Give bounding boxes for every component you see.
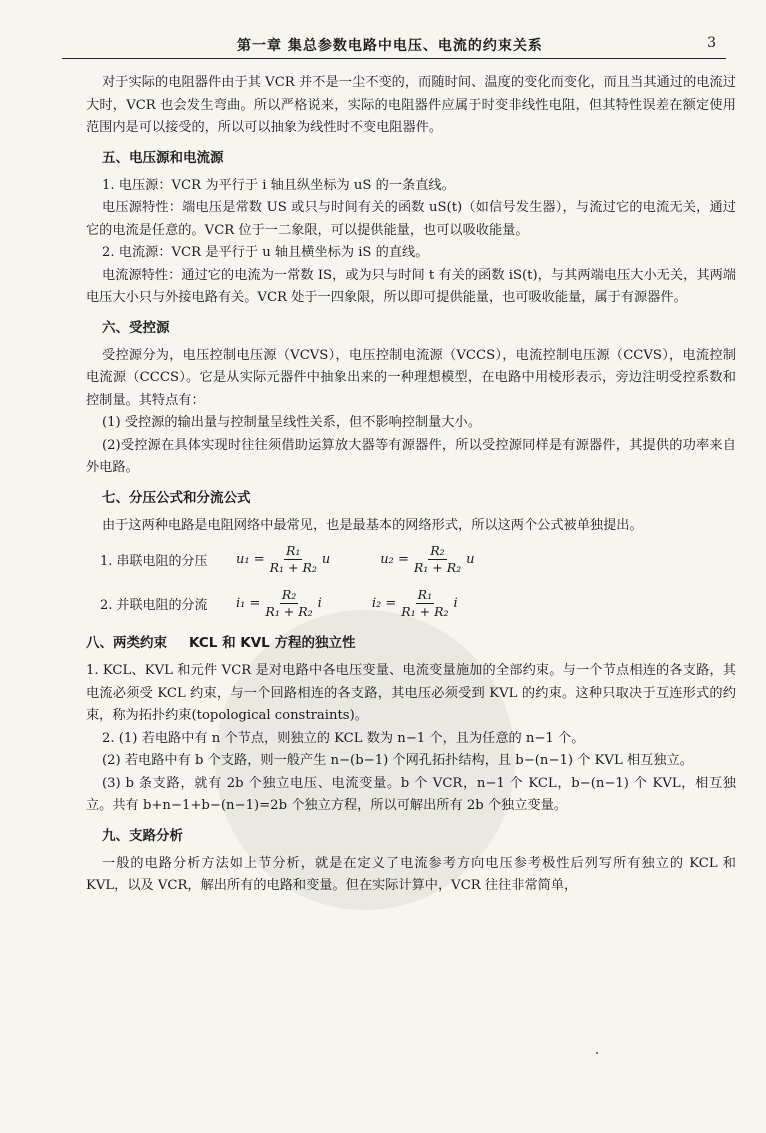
section-heading-part: KCL 和 KVL 方程的独立性: [189, 635, 356, 651]
formula-i2: [372, 587, 458, 620]
numerator: R₂: [430, 542, 445, 558]
section-heading: 六、受控源: [102, 319, 170, 336]
formula-lhs: i₂ =: [371, 595, 397, 611]
paragraph: 1. KCL、KVL 和元件 VCR 是对电路中各电压变量、电流变量施加的全部约束。与一个节点相连的各支路，其电流必须受 KCL 约束，与一个回路相连的各支路，其电压必须受到 KVL 的约束。这种只取决于互连形式的约束，称为拓扑约束(topological constraints)。: [86, 663, 736, 723]
speck: [596, 1052, 598, 1054]
paragraph: 2. 电流源：VCR 是平行于 u 轴且横坐标为 iS 的直线。: [102, 245, 429, 260]
paragraph: 电压源特性：端电压是常数 US 或只与时间有关的函数 uS(t)（如信号发生器），与流过它的电流无关，通过它的电流是任意的。VCR 位于一二象限，可以提供能量，也可以吸收能量。: [86, 200, 736, 238]
paragraph: 由于这两种电路是电阻网络中最常见，也是最基本的网络形式，所以这两个公式被单独提出。: [102, 517, 643, 533]
numerator: R₁: [417, 586, 433, 602]
paragraph: 对于实际的电阻器件由于其 VCR 并不是一尘不变的，而随时间、温度的变化而变化，而且当其通过的电流过大时，VCR 也会发生弯曲。所以严格说来，实际的电阻器件应属于时变非线性电阻，但其特性误差在额定使用范围内是可以接受的，所以可以抽象为线性时不变电阻器件。: [86, 75, 736, 135]
denominator: R₁ + R₂: [265, 603, 313, 619]
voltage-divider-formulas: [100, 537, 736, 581]
paragraph: 2. (1) 若电路中有 n 个节点，则独立的 KCL 数为 n−1 个，且为任意的 n−1 个。: [102, 730, 585, 746]
numerator: R₂: [281, 586, 297, 602]
page-number: 3: [707, 35, 716, 51]
section-heading: 五、电压源和电流源: [102, 149, 224, 166]
formula-tail: i: [453, 595, 458, 611]
section-heading: 九、支路分析: [102, 827, 183, 844]
paragraph: (2) 若电路中有 b 个支路，则一般产生 n−(b−1) 个网孔拓扑结构，且 b−(n−1) 个 KVL 相互独立。: [102, 753, 693, 768]
paragraph: 受控源分为，电压控制电压源（VCVS），电压控制电流源（VCCS），电流控制电压源（CCVS），电流控制电流源（CCCS）。它是从实际元器件中抽象出来的一种理想模型，在电路中用棱形表示，旁边注明受控系数和控制量。其特点有：: [86, 347, 736, 408]
section-heading-part: 八、两类约束: [86, 635, 167, 651]
fraction: [399, 587, 450, 620]
section-heading: [86, 632, 736, 654]
formula-tail: u: [466, 551, 475, 567]
formula-label: 2. 并联电阻的分流: [100, 597, 208, 613]
denominator: R₁ + R₂: [269, 559, 317, 575]
formula-lhs: i₁ =: [236, 595, 261, 611]
fraction: [268, 543, 319, 576]
formula-u2: [380, 543, 474, 576]
paragraph: (3) b 条支路，就有 2b 个独立电压、电流变量。b 个 VCR，n−1 个 KCL，b−(n−1) 个 KVL，相互独立。共有 b+n−1+b−(n−1)=2b 个独立方程，所以可解出所有 2b 个独立变量。: [86, 775, 736, 813]
formula-tail: i: [317, 595, 322, 611]
formula-lhs: u₂ =: [380, 551, 409, 567]
paragraph: (1) 受控源的输出量与控制量呈线性关系，但不影响控制量大小。: [102, 415, 481, 430]
section-heading: 七、分压公式和分流公式: [102, 489, 251, 506]
chapter-title: 第一章 集总参数电路中电压、电流的约束关系: [237, 38, 543, 54]
denominator: R₁ + R₂: [413, 559, 462, 575]
fraction: [263, 587, 314, 620]
formula-lhs: u₁ =: [236, 551, 265, 567]
formula-i1: [236, 587, 322, 620]
formula-u1: [236, 543, 330, 576]
paragraph: (2)受控源在具体实现时往往须借助运算放大器等有源器件，所以受控源同样是有源器件，其提供的功率来自外电路。: [86, 437, 736, 475]
current-divider-formulas: [100, 581, 736, 625]
paragraph: 电流源特性：通过它的电流为一常数 IS，或为只与时间 t 有关的函数 iS(t)，与其两端电压大小无关，其两端电压大小只与外接电路有关。VCR 处于一四象限，所以即可提供能量，也可吸收能量，属于有源器件。: [86, 267, 736, 305]
page-header: [62, 32, 726, 59]
formula-label: 1. 串联电阻的分压: [100, 553, 208, 569]
page-body: [86, 72, 736, 898]
fraction: [412, 543, 463, 576]
paragraph: 一般的电路分析方法如上节分析，就是在定义了电流参考方向电压参考极性后列写所有独立的 KCL 和 KVL，以及 VCR，解出所有的电路和变量。但在实际计算中，VCR 往往非常简单，: [86, 855, 736, 893]
formula-tail: u: [321, 551, 331, 567]
numerator: R₁: [286, 542, 301, 558]
denominator: R₁ + R₂: [401, 603, 449, 619]
paragraph: 1. 电压源：VCR 为平行于 i 轴且纵坐标为 uS 的一条直线。: [102, 177, 455, 193]
